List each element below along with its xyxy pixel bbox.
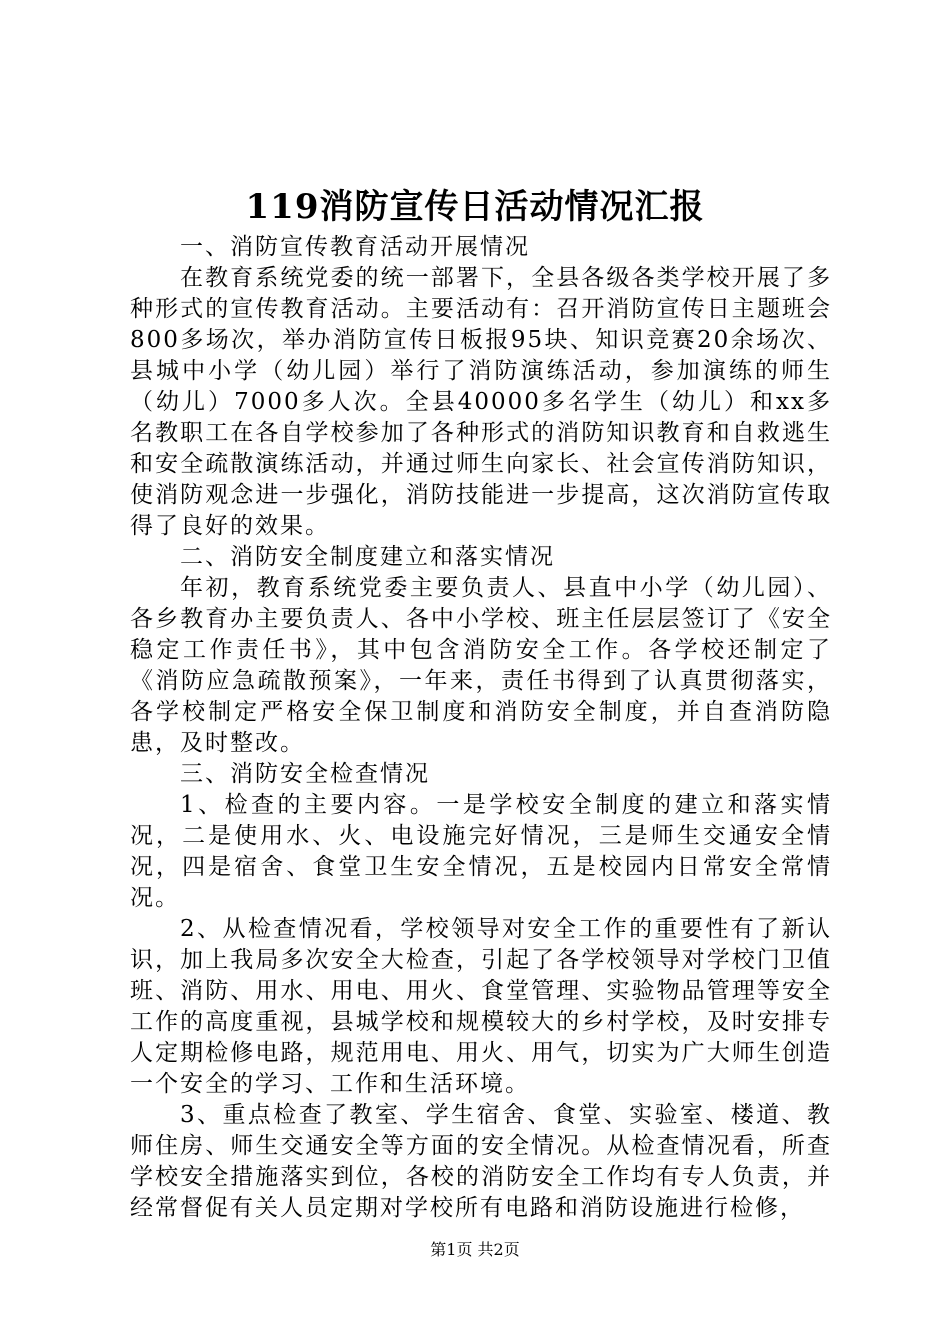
paragraph-3-3: 3、重点检查了教室、学生宿舍、食堂、实验室、楼道、教师住房、师生交通安全等方面的安全情况。从检查情况看，所查学校安全措施落实到位，各校的消防安全工作均有专人负责，并经常督促有关人员定期对学校所有电路和消防设施进行检修， — [130, 1102, 832, 1221]
paragraph-3-1: 1、检查的主要内容。一是学校安全制度的建立和落实情况，二是使用水、火、电设施完好情况，三是师生交通安全情况，四是宿舍、食堂卫生安全情况，五是校园内日常安全常情况。 — [130, 792, 832, 911]
paragraph-2: 年初，教育系统党委主要负责人、县直中小学（幼儿园）、各乡教育办主要负责人、各中小学校、班主任层层签订了《安全稳定工作责任书》，其中包含消防安全工作。各学校还制定了《消防应急疏散预案》，一年来，责任书得到了认真贯彻落实，各学校制定严格安全保卫制度和消防安全制度，并自查消防隐患，及时整改。 — [130, 575, 832, 756]
page-number-footer: 第1页 共2页 — [430, 1240, 520, 1259]
paragraph-3-2: 2、从检查情况看，学校领导对安全工作的重要性有了新认识，加上我局多次安全大检查，引起了各学校领导对学校门卫值班、消防、用水、用电、用火、食堂管理、实验物品管理等安全工作的高度重视，县城学校和规模较大的乡村学校，及时安排专人定期检修电路，规范用电、用火、用气，切实为广大师生创造一个安全的学习、工作和生活环境。 — [130, 916, 832, 1097]
section-heading-3: 三、消防安全检查情况 — [180, 761, 430, 787]
section-heading-2: 二、消防安全制度建立和落实情况 — [180, 544, 555, 570]
paragraph-1: 在教育系统党委的统一部署下，全县各级各类学校开展了多种形式的宣传教育活动。主要活动有：召开消防宣传日主题班会800多场次，举办消防宣传日板报95块、知识竞赛20余场次、县城中小学（幼儿园）举行了消防演练活动，参加演练的师生（幼儿）7000多人次。全县40000多名学生（幼儿）和xx多名教职工在各自学校参加了各种形式的消防知识教育和自救逃生和安全疏散演练活动，并通过师生向家长、社会宣传消防知识，使消防观念进一步强化，消防技能进一步提高，这次消防宣传取得了良好的效果。 — [130, 265, 832, 539]
document-title: 119消防宣传日活动情况汇报 — [245, 187, 705, 227]
document-body — [130, 232, 832, 1224]
section-heading-1: 一、消防宣传教育活动开展情况 — [180, 234, 530, 260]
